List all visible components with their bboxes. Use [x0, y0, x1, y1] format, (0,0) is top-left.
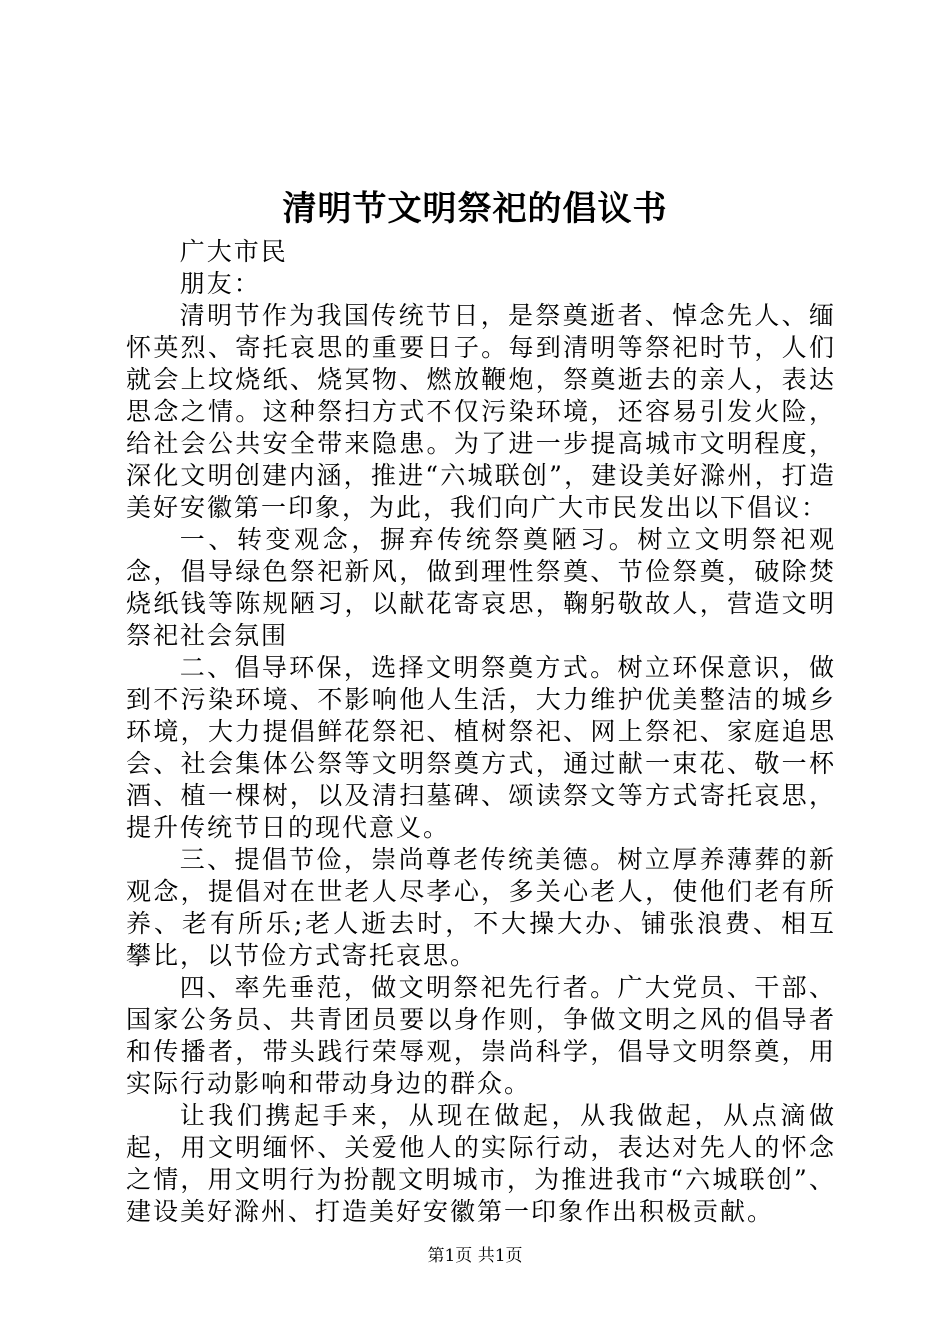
document-body [126, 236, 836, 1228]
paragraph-proposal-4: 四、率先垂范，做文明祭祀先行者。广大党员、干部、国家公务员、共青团员要以身作则，争做文明之风的倡导者和传播者，带头践行荣辱观，崇尚科学，倡导文明祭奠，用实际行动影响和带动身边的群众。 [126, 973, 836, 1098]
salutation-line-1: 广大市民 [179, 237, 288, 266]
paragraph-proposal-3: 三、提倡节俭，崇尚尊老传统美德。树立厚养薄葬的新观念，提倡对在世老人尽孝心，多关心老人，使他们老有所养、老有所乐;老人逝去时，不大操大办、铺张浪费、相互攀比，以节俭方式寄托哀思。 [126, 845, 836, 970]
paragraph-closing: 让我们携起手来，从现在做起，从我做起，从点滴做起，用文明缅怀、关爱他人的实际行动，表达对先人的怀念之情，用文明行为扮靓文明城市，为推进我市“六城联创”、建设美好滁州、打造美好安徽第一印象作出积极贡献。 [126, 1101, 836, 1226]
paragraph-proposal-2: 二、倡导环保，选择文明祭奠方式。树立环保意识，做到不污染环境、不影响他人生活，大力维护优美整洁的城乡环境，大力提倡鲜花祭祀、植树祭祀、网上祭祀、家庭追思会、社会集体公祭等文明祭奠方式，通过献一束花、敬一杯酒、植一棵树，以及清扫墓碑、颂读祭文等方式寄托哀思，提升传统节日的现代意义。 [126, 653, 836, 842]
salutation-line-2: 朋友： [179, 269, 261, 298]
document-title: 清明节文明祭祀的倡议书 [282, 189, 668, 229]
page-footer: 第1页 共1页 [427, 1246, 523, 1266]
paragraph-proposal-1: 一、转变观念，摒弃传统祭奠陋习。树立文明祭祀观念，倡导绿色祭祀新风，做到理性祭奠、节俭祭奠，破除焚烧纸钱等陈规陋习，以献花寄哀思，鞠躬敬故人，营造文明祭祀社会氛围 [126, 525, 836, 650]
paragraph-intro: 清明节作为我国传统节日，是祭奠逝者、悼念先人、缅怀英烈、寄托哀思的重要日子。每到清明等祭祀时节，人们就会上坟烧纸、烧冥物、燃放鞭炮，祭奠逝去的亲人，表达思念之情。这种祭扫方式不仅污染环境，还容易引发火险，给社会公共安全带来隐患。为了进一步提高城市文明程度，深化文明创建内涵，推进“六城联创”，建设美好滁州，打造美好安徽第一印象，为此，我们向广大市民发出以下倡议： [126, 301, 836, 522]
